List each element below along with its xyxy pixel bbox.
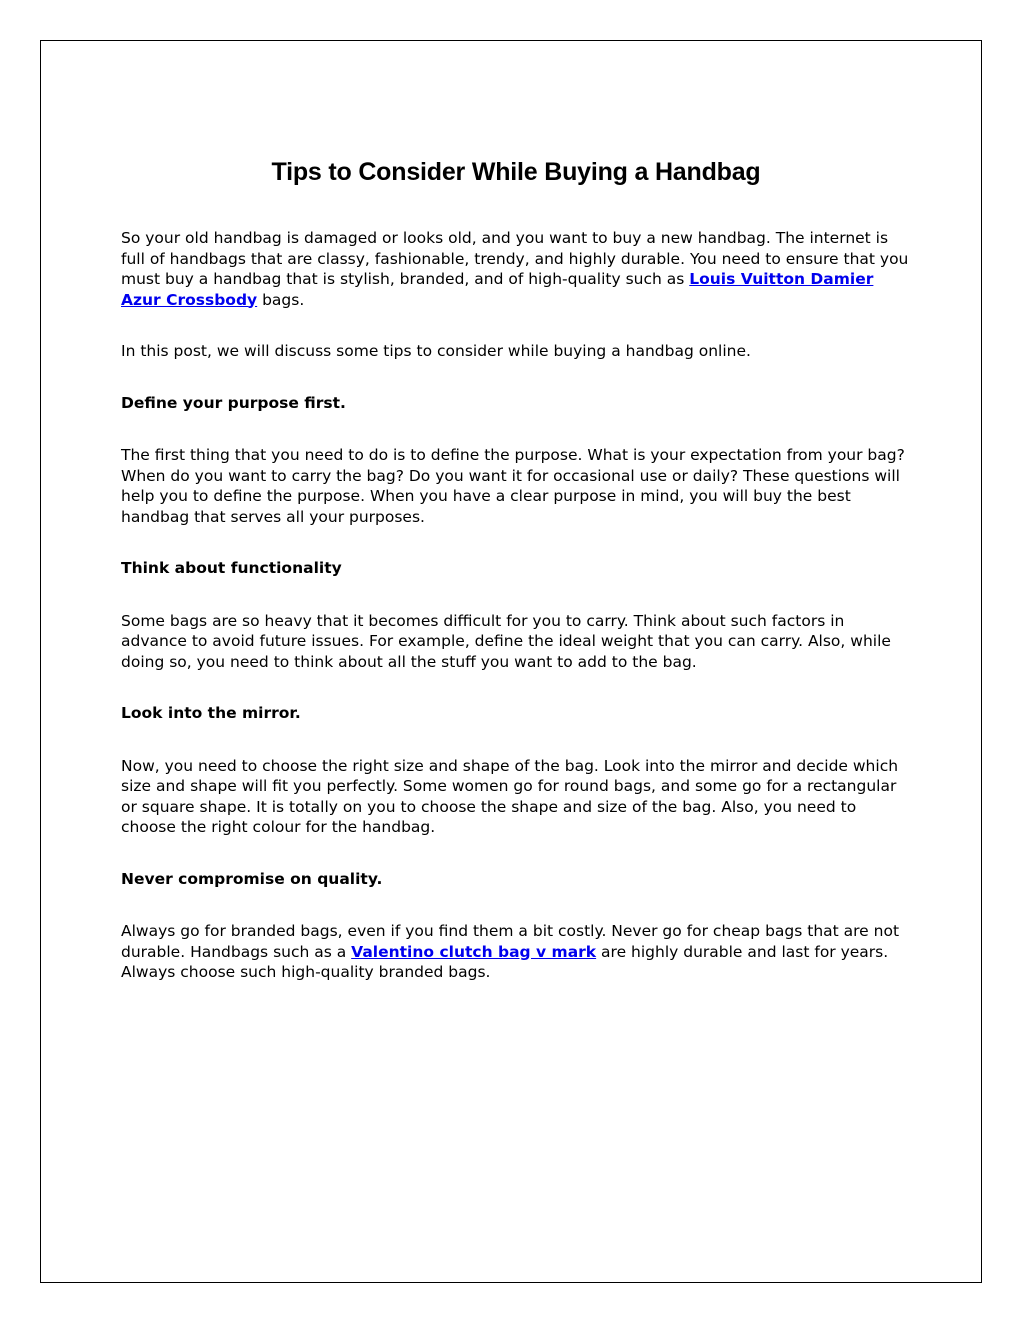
section-body-mirror: Now, you need to choose the right size and shape of the bag. Look into the mirror and decide which size and shape will fit you perfectly. Some women go for round bags, and some go for a rectangular or square shape. It is totally on you to choose the shape and size of the bag. Also, you need to choose the right colour for the handbag. bbox=[121, 756, 899, 836]
quality-text-after-link: are highly durable and last for years. Always choose such high-quality branded bags. bbox=[121, 942, 889, 981]
intro-paragraph bbox=[121, 228, 911, 310]
post-intro-paragraph: In this post, we will discuss some tips to consider while buying a handbag online. bbox=[121, 342, 751, 360]
quality-text-before-link: Always go for branded bags, even if you find them a bit costly. Never go for cheap bags that are not durable. Handbags such as a bbox=[121, 922, 900, 961]
document-title: Tips to Consider While Buying a Handbag bbox=[271, 158, 761, 186]
valentino-link[interactable]: Valentino clutch bag v mark bbox=[351, 942, 597, 961]
section-heading-functionality: Think about functionality bbox=[121, 559, 342, 577]
section-heading-purpose: Define your purpose first. bbox=[121, 393, 346, 412]
intro-text-after-link: bags. bbox=[257, 290, 305, 309]
section-heading-mirror: Look into the mirror. bbox=[121, 704, 301, 722]
louis-vuitton-link[interactable]: Louis Vuitton Damier Azur Crossbody bbox=[121, 270, 874, 309]
section-body-quality bbox=[121, 921, 911, 983]
section-body-purpose: The first thing that you need to do is to define the purpose. What is your expectation from your bag? When do you want to carry the bag? Do you want it for occasional use or daily? These questions will help you to define the purpose. When you have a clear purpose in mind, you will buy the best handbag that serves all your purposes. bbox=[121, 446, 905, 526]
section-heading-quality: Never compromise on quality. bbox=[121, 869, 383, 888]
intro-text-before-link: So your old handbag is damaged or looks old, and you want to buy a new handbag. The internet is full of handbags that are classy, fashionable, trendy, and highly durable. You need to ensure that you must buy a handbag that is stylish, branded, and of high-quality such as bbox=[121, 229, 909, 288]
document-body bbox=[121, 150, 911, 1014]
section-body-functionality: Some bags are so heavy that it becomes difficult for you to carry. Think about such factors in advance to avoid future issues. For example, define the ideal weight that you can carry. Also, while doing so, you need to think about all the stuff you want to add to the bag. bbox=[121, 611, 891, 671]
